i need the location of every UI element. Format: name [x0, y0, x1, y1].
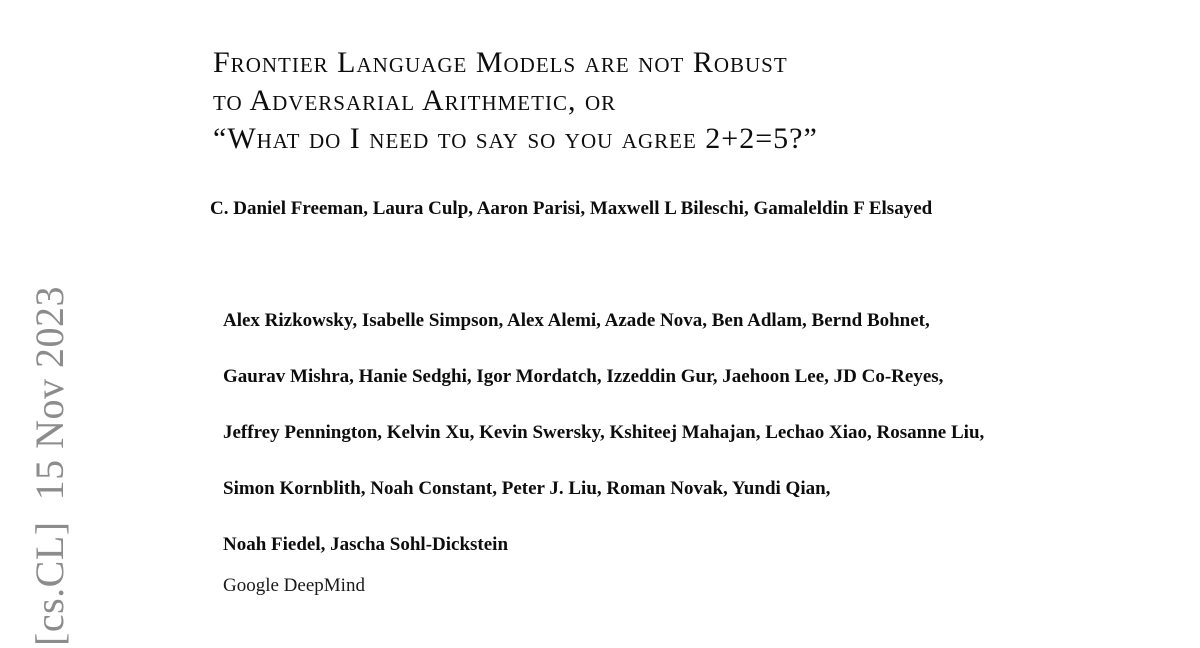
contributor-author-line: Simon Kornblith, Noah Constant, Peter J. Liu, Roman Novak, Yundi Qian,	[223, 478, 831, 499]
contributor-author-line: Alex Rizkowsky, Isabelle Simpson, Alex Alemi, Azade Nova, Ben Adlam, Bernd Bohnet,	[223, 310, 930, 331]
paper-title-line-3: “What do I need to say so you agree 2+2=5?”	[213, 122, 818, 155]
primary-author-list: C. Daniel Freeman, Laura Culp, Aaron Parisi, Maxwell L Bileschi, Gamaleldin F Elsayed	[210, 198, 933, 219]
arxiv-category-date-watermark: [cs.CL] 15 Nov 2023	[27, 286, 72, 646]
affiliation-label: Google DeepMind	[223, 575, 365, 596]
paper-title-line-1: Frontier Language Models are not Robust	[213, 46, 788, 79]
contributor-author-line: Jeffrey Pennington, Kelvin Xu, Kevin Swersky, Kshiteej Mahajan, Lechao Xiao, Rosanne Liu,	[223, 422, 985, 443]
paper-title	[213, 44, 818, 158]
contributor-author-line: Gaurav Mishra, Hanie Sedghi, Igor Mordatch, Izzeddin Gur, Jaehoon Lee, JD Co-Reyes,	[223, 366, 944, 387]
paper-title-line-2: to Adversarial Arithmetic, or	[213, 84, 617, 117]
contributor-author-line: Noah Fiedel, Jascha Sohl-Dickstein	[223, 534, 509, 555]
